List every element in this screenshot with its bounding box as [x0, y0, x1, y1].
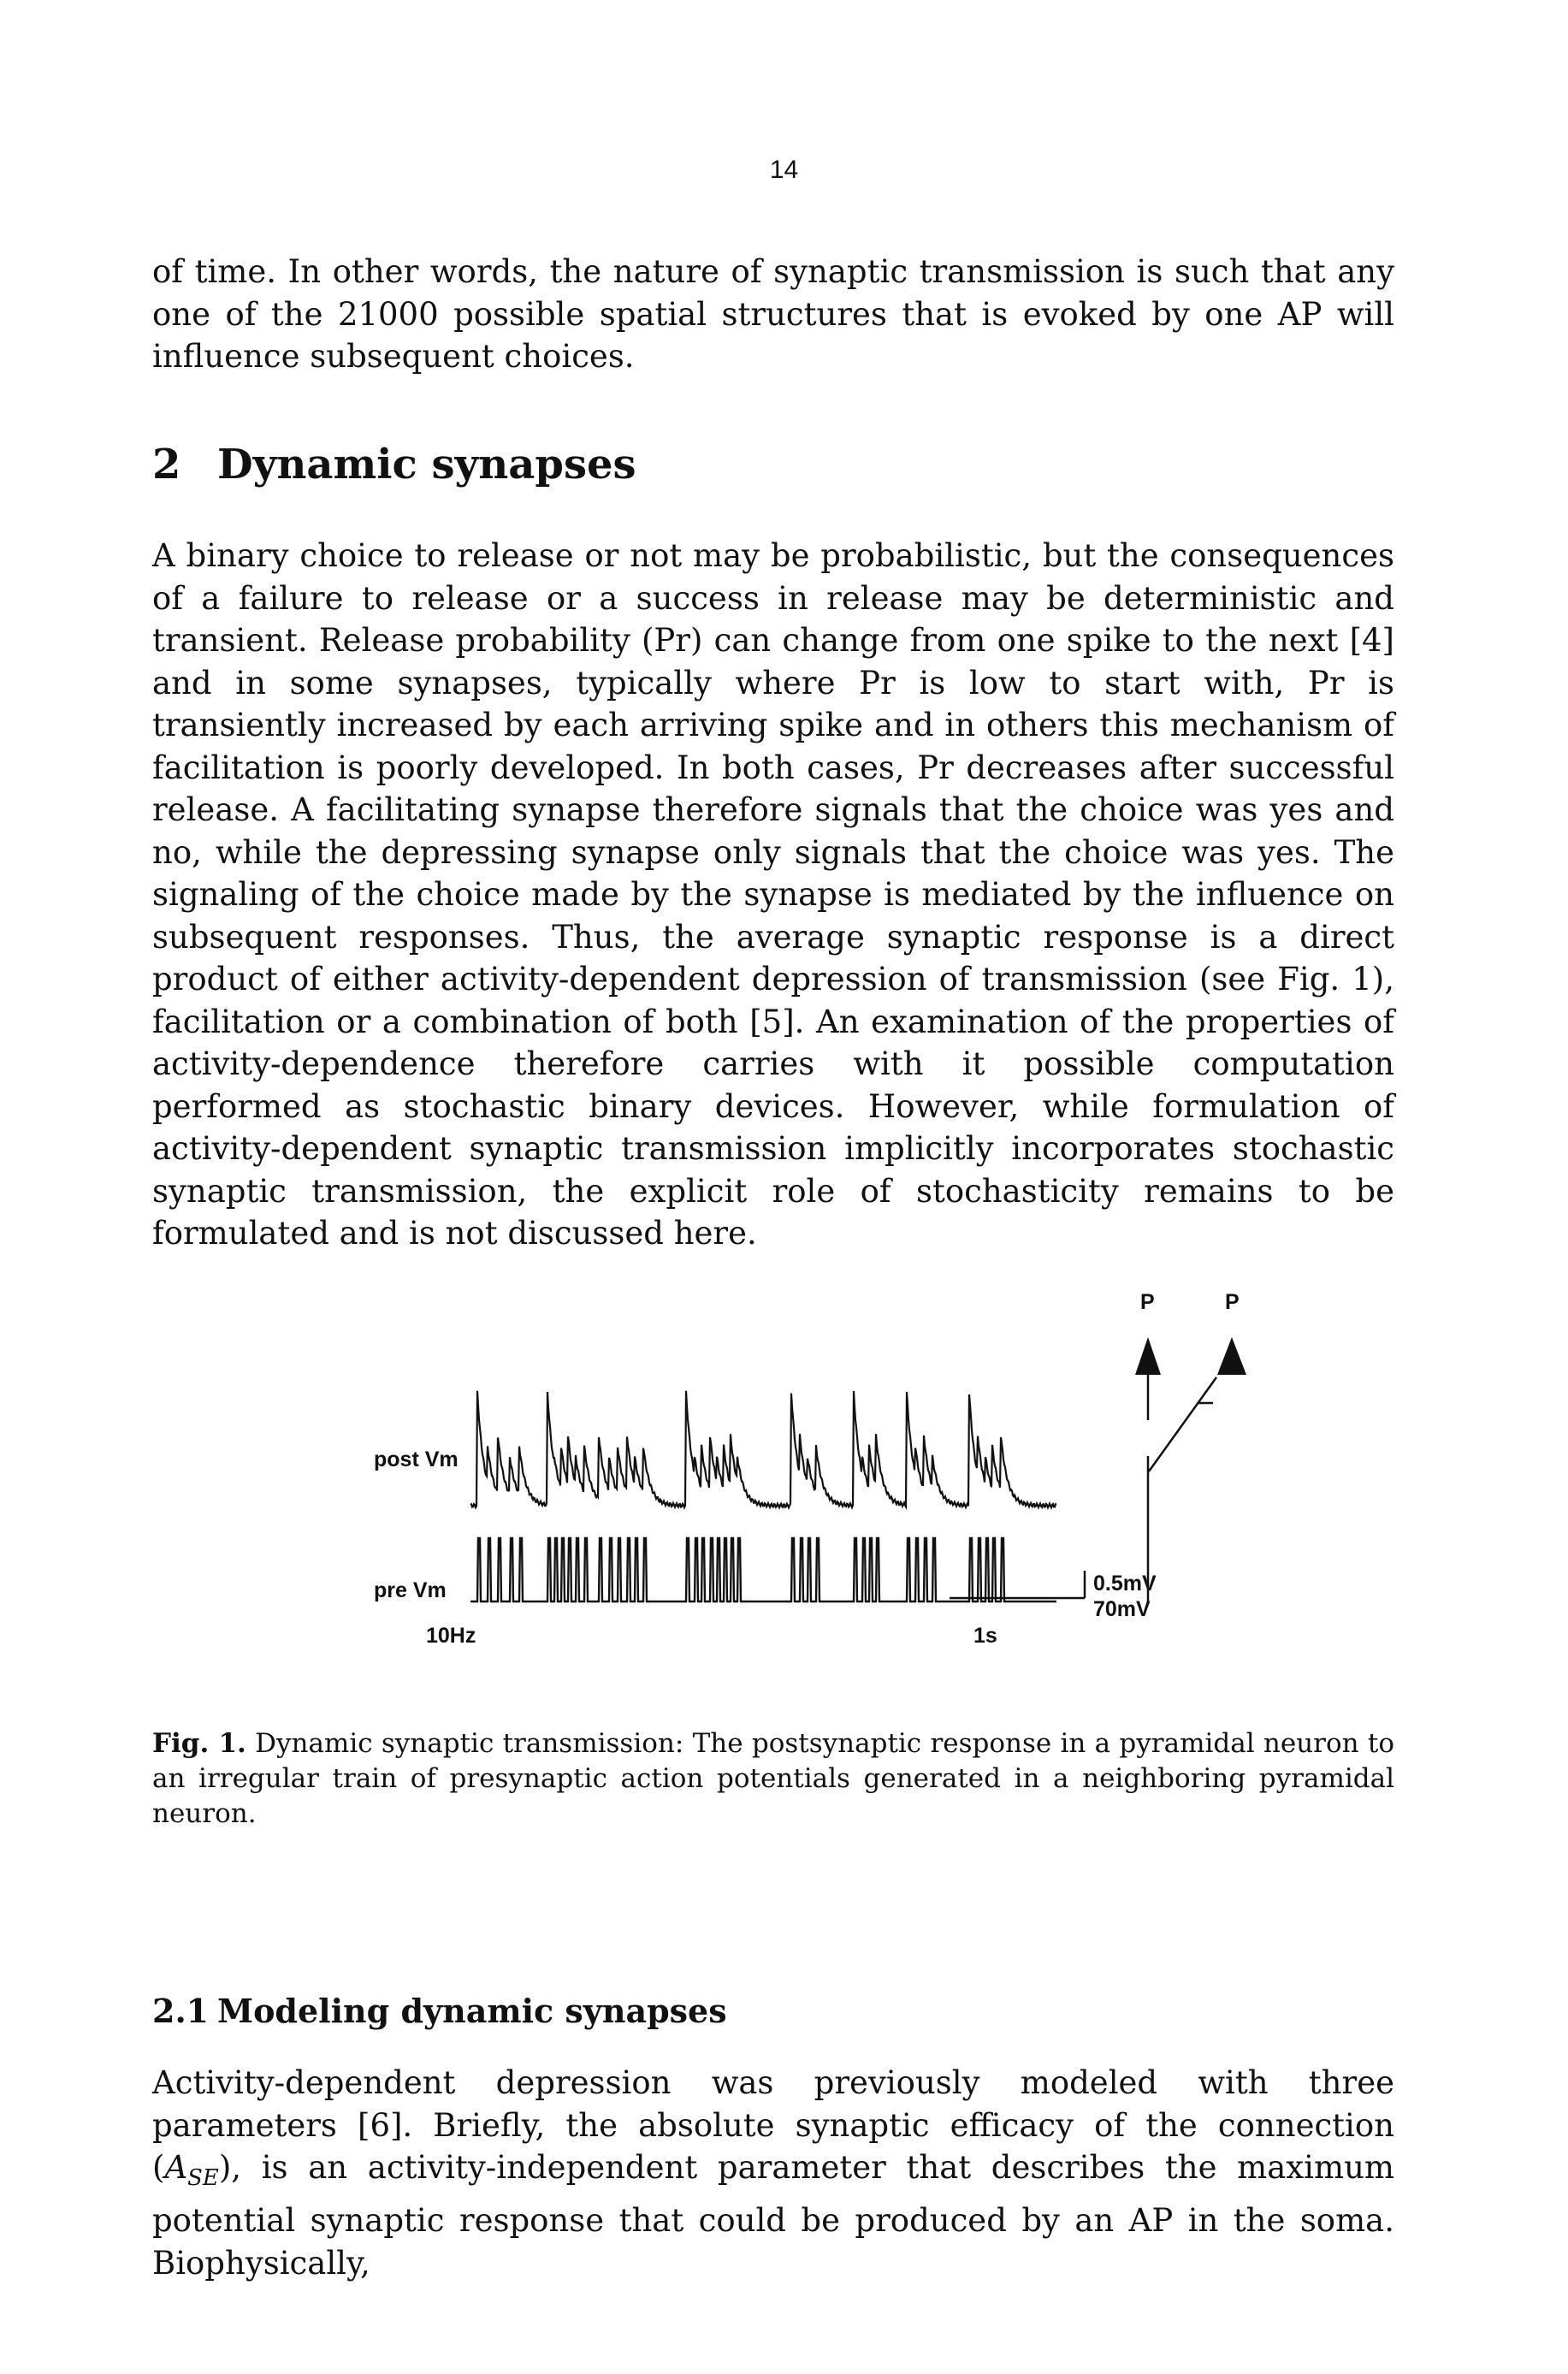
caption-figure-ref: Fig. 1.	[152, 1728, 246, 1759]
subsection-number: 2.1	[152, 1992, 210, 2030]
neuron-1-triangle-icon	[1135, 1337, 1161, 1375]
caption-text: Dynamic synaptic transmission: The postsynaptic response in a pyramidal neuron to an irregular train of presynaptic action potentials generated in a neighboring pyramidal neuron.	[152, 1728, 1394, 1829]
figure-caption	[152, 1726, 1394, 1832]
neuron-2-triangle-icon	[1217, 1337, 1246, 1375]
subsection-title: Modeling dynamic synapses	[217, 1992, 727, 2030]
section-heading	[152, 441, 636, 488]
subsection-heading	[152, 1992, 727, 2030]
section-paragraph: A binary choice to release or not may be probabilistic, but the consequences of a failure to release or a success in release may be deterministic and transient. Release probability (Pr) can change from one spike to the next [4] and in some synapses, typically where Pr is low to start with, Pr is transiently increased by each arriving spike and in others this mechanism of facilitation is poorly developed. In both cases, Pr decreases after successful release. A facilitating synapse therefore signals that the choice was yes and no, while the depressing synapse only signals that the choice was yes. The signaling of the choice made by the synapse is mediated by the influence on subsequent responses. Thus, the average synaptic response is a direct product of either activity-dependent depression of transmission (see Fig. 1), facilitation or a combination of both [5]. An examination of the properties of activity-dependence therefore carries with it possible computation performed as stochastic binary devices. However, while formulation of activity-dependent synaptic transmission implicitly incorporates stochastic synaptic transmission, the explicit role of stochasticity remains to be formulated and is not discussed here.	[152, 537, 1394, 1252]
pre-vm-label: pre Vm	[374, 1578, 447, 1602]
section-number: 2	[152, 441, 181, 488]
efficacy-symbol-subscript: SE	[187, 2164, 219, 2191]
section-title: Dynamic synapses	[217, 441, 636, 488]
post-vm-label: post Vm	[374, 1447, 459, 1471]
presynaptic-trace	[470, 1538, 1056, 1601]
neuron-1-label: P	[1140, 1290, 1155, 1314]
voltage-scale-pre-label: 70mV	[1093, 1597, 1151, 1621]
intro-paragraph: of time. In other words, the nature of synaptic transmission is such that any one of the 21000 possible spatial structures that is evoked by one AP will influence subsequent choices.	[152, 253, 1394, 375]
neuron-2-axon	[1149, 1377, 1216, 1471]
neuron-2-label: P	[1225, 1290, 1240, 1314]
subsection-text-end: ), is an activity-independent parameter that describes the maximum potential synaptic response that could be produced by an AP in the soma. Biophysically,	[152, 2149, 1394, 2282]
time-scale-label: 1s	[973, 1624, 997, 1648]
figure-traces	[342, 1258, 1326, 1668]
postsynaptic-trace	[470, 1391, 1056, 1507]
page-number: 14	[769, 156, 799, 184]
voltage-scale-post-label: 0.5mV	[1093, 1572, 1157, 1595]
figure-1	[342, 1258, 1326, 1668]
frequency-label: 10Hz	[426, 1624, 476, 1648]
subsection-paragraph	[152, 2062, 1394, 2284]
subsection-text-start: Activity-dependent depression was previously modeled with three parameters [6]. Briefly, the absolute synaptic efficacy of the connection (	[152, 2064, 1394, 2186]
efficacy-symbol: A	[164, 2149, 188, 2186]
